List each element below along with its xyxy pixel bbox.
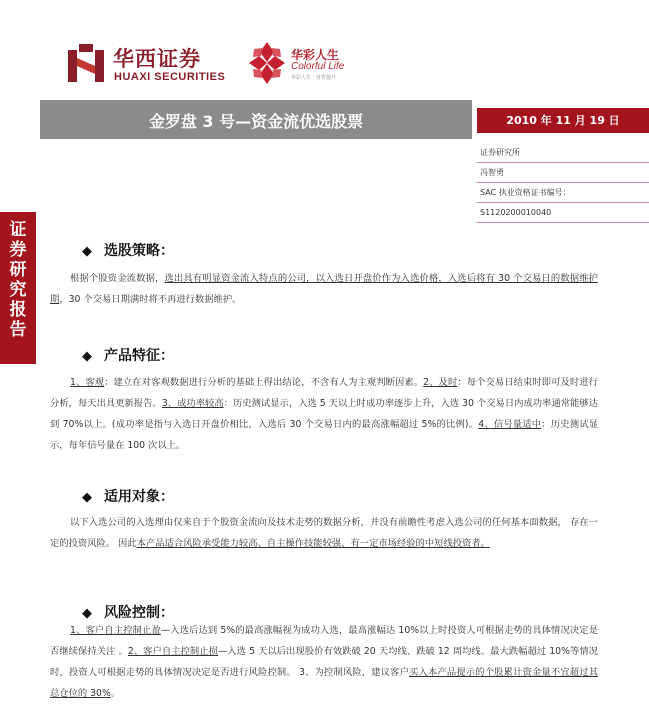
page-header [0, 0, 649, 100]
text-run: ：历史测试显示，每年信号量在 100 次以上。 [50, 419, 598, 451]
huaxi-logo-en: HUAXI SECURITIES [114, 71, 226, 83]
date-bar [477, 108, 649, 133]
colorful-life-logo-icon [247, 40, 287, 86]
section-title: 选股策略： [104, 243, 174, 259]
underlined-text: 1、客户自主控制止盈 [70, 625, 161, 636]
section-audience-heading [82, 486, 174, 506]
diamond-bullet-icon: ◆ [82, 349, 92, 364]
section-features-heading [82, 345, 174, 365]
section-risk-text [50, 620, 598, 704]
underlined-text: 买入本产品提示的个股累计资金量不宜超过其总仓位的 30% [50, 667, 598, 699]
text-run: 以下入选公司的入选理由仅来自于个股资金流向及技术走势的数据分析，并没有前瞻性考虑入选公司的任何基本面数据， 存在一定的投资风险。 因此 [50, 517, 598, 549]
section-features-text [50, 372, 598, 456]
info-author: 冯智勇 [477, 163, 649, 183]
text-run: 。 [110, 688, 121, 699]
text-run: ，30 个交易日期满时将不再进行数据维护。 [59, 294, 242, 305]
underlined-text: 2、客户自主控制止损 [127, 646, 218, 657]
report-title: 金罗盘 3 号—资金流优选股票 [148, 112, 364, 131]
section-strategy-heading [82, 240, 174, 260]
title-banner [40, 100, 472, 139]
text-run: ：建立在对客观数据进行分析的基础上得出结论，不含有人为主观判断因素。 [104, 377, 424, 388]
underlined-text: 选出具有明显资金流入特点的公司，以入选日开盘价作为入选价格，入选后将有 30 个交易日的数据维护期 [50, 273, 598, 305]
text-run: 根据个股资金流数据， [70, 273, 165, 284]
text-run: —入选 5 天以后出现股价有效跌破 20 天均线、跌破 12 周均线、最大跌幅超过 10%等情况时，投资人可根据走势的具体情况决定是否进行风险控制。 3、为控制风险，建议客户 [50, 646, 598, 678]
text-run: —入选后达到 5%的最高涨幅视为成功入选，最高涨幅达 10%以上时投资人可根据走势的具体情况决定是否继续保持关注 。 [50, 625, 598, 657]
diamond-bullet-icon: ◆ [82, 490, 92, 505]
colorful-life-slogan: 华彩人生 财智提升 [291, 75, 337, 81]
diamond-bullet-icon: ◆ [82, 244, 92, 259]
sidebar-label: 证券研究报告 [9, 220, 27, 340]
underlined-text: 1、客观 [70, 377, 105, 388]
underlined-text: 2、及时 [423, 377, 458, 388]
section-audience-text [50, 512, 598, 554]
section-title: 产品特征： [104, 348, 174, 364]
section-strategy-text [50, 268, 598, 310]
text-run: ：历史测试显示，入选 5 天以上时成功率逐步上升，入选 30 个交易日内成功率通常能够达到 70%以上。(成功率是指与入选日开盘价相比，入选后 30 个交易日内的最高涨幅超过 5%的比例)。 [50, 398, 598, 430]
info-cert-no: S1120200010040 [477, 203, 649, 223]
colorful-life-en: Colorful Life [291, 61, 345, 72]
underlined-text: 本产品适合风险承受能力较高、自主操作技能较强、有一定市场经验的中短线投资者。 [136, 538, 490, 549]
section-title: 风险控制： [104, 605, 174, 621]
huaxi-logo-cn: 华西证券 [113, 47, 201, 71]
text-run: ：每个交易日结束时即可及时进行分析，每天出具更新报告。 [50, 377, 598, 409]
huaxi-logo-icon [66, 44, 106, 84]
info-cert-label: SAC 执业资格证书编号： [477, 183, 649, 203]
report-date: 2010 年 11 月 19 日 [506, 114, 620, 127]
info-panel [477, 143, 649, 223]
section-risk-heading [82, 602, 174, 622]
diamond-bullet-icon: ◆ [82, 606, 92, 621]
underlined-text: 3、成功率较高 [161, 398, 224, 409]
section-title: 适用对象： [104, 489, 174, 505]
info-dept: 证券研究所 [477, 143, 649, 163]
underlined-text: 4、信号量适中 [478, 419, 542, 430]
colorful-life-cn: 华彩人生 [291, 48, 340, 62]
